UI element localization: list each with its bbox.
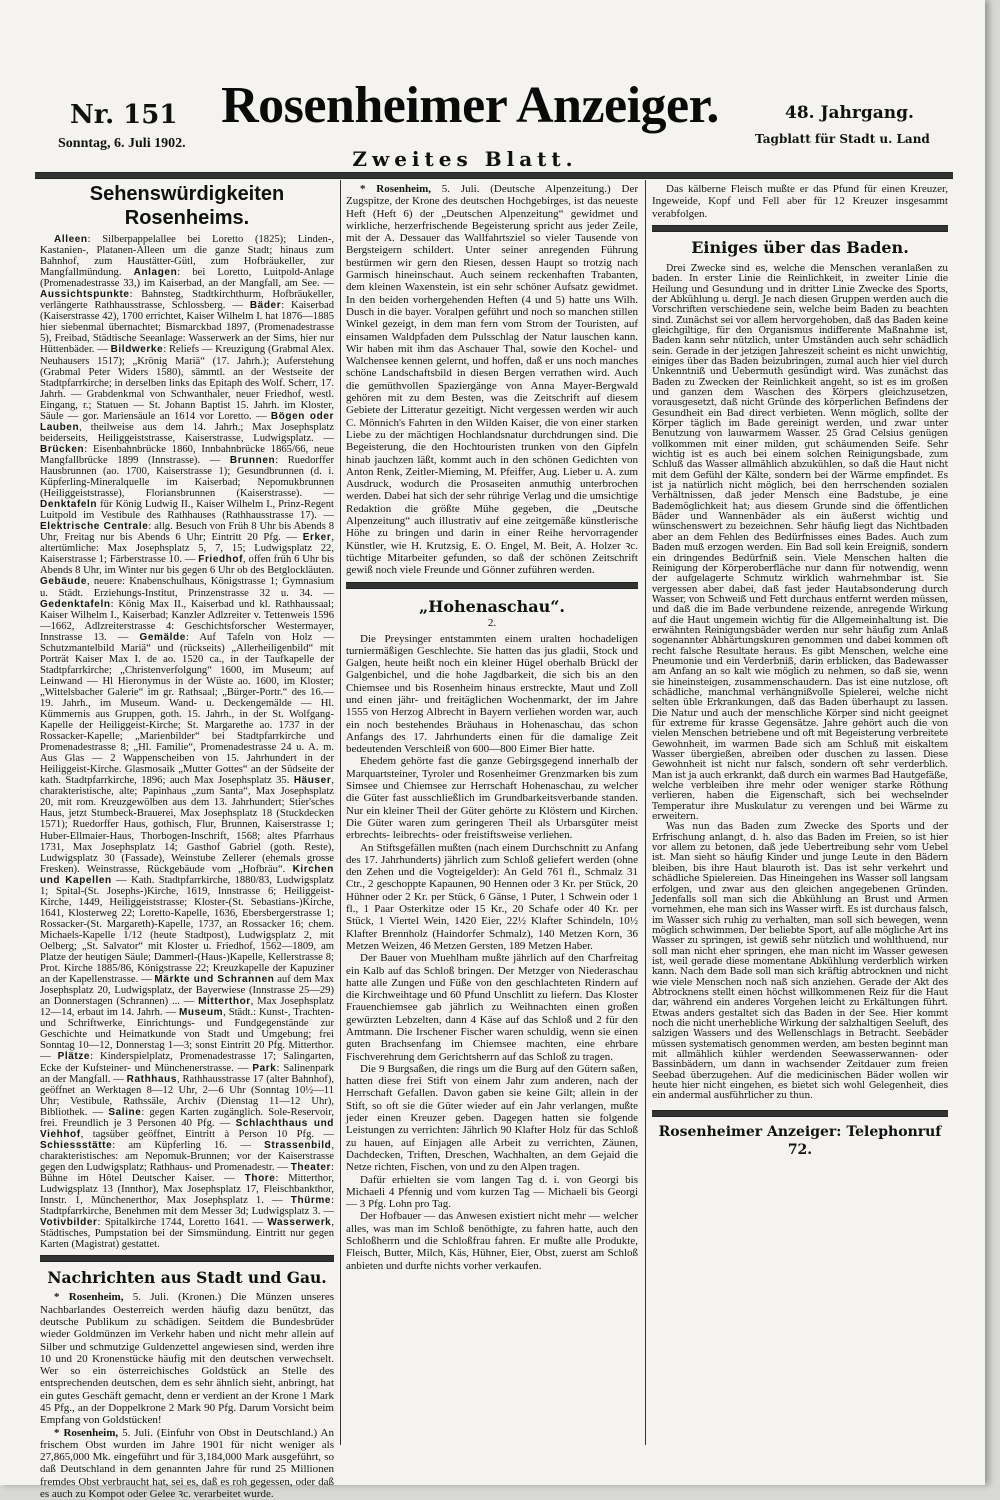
sight-description: : Stadtpfarrkirche, Benehmen mit dem Messer 3d; Ludwigsplatz 3. — xyxy=(40,1195,335,1218)
intro-text: Das kälberne Fleisch mußte er das Pfund für einen Kreuzer, Ingeweide, Kopf und Fell aber für 12 Kreuzer insgesammt verabfolgen. xyxy=(652,183,948,220)
column-1 xyxy=(40,182,334,1500)
section-rule xyxy=(652,225,948,232)
hohenaschau-body xyxy=(346,633,638,1272)
sights-text xyxy=(40,234,334,1250)
baden-article xyxy=(652,238,948,1102)
volume-label: 48. Jahrgang. xyxy=(785,103,914,123)
issue-number: Nr. 151 xyxy=(70,100,178,130)
sight-category: Mitterthor xyxy=(198,996,251,1008)
sight-category: Gemälde xyxy=(139,631,186,643)
sight-description: : König Max II., Kaiserbad und kl. Rathhaussaal; Kaiser Wilhelm I., Kaiserbad; Kanzler Adlzreiter v. Tettenweis 1596—1662, Adlzreiterstrasse 4: Geschichtsforscher Westermayer, Innstrasse 13. — xyxy=(40,598,334,643)
sight-category: Kirchen und Kapellen xyxy=(40,863,334,886)
sight-category: Bögen oder Lauben xyxy=(40,410,335,433)
tagline: Tagblatt für Stadt u. Land xyxy=(755,132,930,146)
sight-category: Erker xyxy=(302,532,332,544)
sight-description: auf dem Max Josephsplatz 20, Ludwigsplatz, der Bayerwiese (Innstrasse 25—29) an Donnerstagen (Schrannen) ... — xyxy=(40,974,334,1008)
hohenaschau-article xyxy=(346,597,638,1272)
paragraph: Der Bauer von Muehlham mußte jährlich auf den Charfreitag ein Kalb auf das Schloß bringen. Der Metzger von Niederaschau hatte alle Zungen und Füße von den geschlachteten Rindern auf die Kirchweihtage und 60 Pfund Unschlitt zu liefern. Das Kloster Frauenchiemsee gab jährlich zu Weihnachten einen großen gewürzten Lebzelten, dann 4 Käse auf das Schloß und 2 für den Amtmann. Die Irschener Fischer waren schuldig, wenn sie einen guten Brachsenfang im Chiemsee machten, eine ehrbare Fischverehrung dem Gerichtsherrn auf das Schloß zu tragen. xyxy=(346,952,638,1063)
paragraph: Was nun das Baden zum Zwecke des Sports und der Erfrischung anlangt, d. h. also das Baden im Freien, so ist hier vor allem zu betonen, daß jede Uebertreibung sehr vom Uebel ist. Man sieht so häufig Kinder und junge Leute in den Bädern bleiben, bis ihre Haut blauroth ist. Das ist sehr verkehrt und schädliche Spielereien. Das Hineingehen ins Wasser soll langsam erfolgen, und zwar aus den gleichen angegebenen Gründen. Jedenfalls soll man sich die Abkühlung an Brust und Armen vornehmen, ehe man sich ins Wasser wirft. Es ist durchaus falsch, im Wasser sich ruhig zu verhalten, man soll sich bewegen, wenn möglich schwimmen. Der beliebte Sport, auf alle mögliche Art ins Wasser zu springen, ist gewiß sehr nützlich und wohlthuend, nur soll man nicht eher springen, ehe man nicht im Wasser gewesen ist, weil gerade diese momentane Abkühlung verderblich wirken kann. Nach dem Bade soll man sich kräftig abtrocknen und nicht wie viele Menschen noch naß sich anziehen. Gerade der Akt des Abtrocknens stellt einen höchst willkommenen Reiz für die Haut dar, während ein anderes Vorgehen leicht zu Erkältungen führt. Etwas anders gestaltet sich das Baden in der See. Hier kommt noch die nicht unerhebliche Wirkung der salzhaltigen Seeluft, des salzigen Wassers und des Wellenschlags in Betracht. Seebäder müssen systematisch genommen werden, am besten beginnt man mit allmählich kühler werdenden Seewasserwannen- oder Bassinbädern, um dann in wachsender Zeitdauer zum freien Seebad überzugehen. Auf die medicinischen Bäder wollen wir heute hier nicht eingehen, es bietet sich wohl Gelegenheit, dies ein andermal ausführlicher zu thun. xyxy=(652,821,948,1102)
paragraph: Die 9 Burgsaßen, die rings um die Burg auf den Gütern saßen, hatten diese frei Stift von einem Jahr zum anderen, nach der Herrschaft Gefallen. Davon gaben sie keine Gilt; allein in der Stift, so oft sie die Güter wieder auf ein Jahr verlangen, mußte jeder einen Kreuzer geben. Dagegen hatten sie folgende Leistungen zu verrichten: Jährlich 90 Klafter Holz für das Schloß zu hauen, auf Einjagen alle Arbeit zu verrichten, Zäunen, Dachdecken, Triften, Dreschen, Wachhalten, an dem Gejaid die Netze richten, Fischen, von und zu den Alpen tragen. xyxy=(346,1062,638,1174)
sight-description: , tagsüber geöffnet, Eintritt à Person 10 Pfg. — xyxy=(80,1128,334,1140)
part-number: 2. xyxy=(487,616,497,629)
sight-category: Gebäude xyxy=(40,576,87,588)
sight-description: : bei Loretto, Luitpold-Anlage (Promenadestrasse 33,) im Kaiserbad, an der Mangfall, am See. — xyxy=(40,267,334,290)
telephone-notice: Rosenheimer Anzeiger: Telephonruf 72. xyxy=(658,1123,942,1158)
sight-category: Schiessstätte xyxy=(40,1139,113,1151)
sight-category: Park xyxy=(252,1062,277,1074)
sights-paragraph xyxy=(40,234,334,1250)
news-item xyxy=(40,1427,334,1500)
sight-category: Strassenbild xyxy=(264,1139,332,1151)
sight-category: Brunnen xyxy=(229,454,276,466)
section-rule xyxy=(652,1110,948,1117)
baden-heading: Einiges über das Baden. xyxy=(691,237,909,257)
sight-description: : Kaiserbad (Kaiserstrasse 42), 1700 errichtet, Kaiser Wilhelm I. hat 1876—1885 hier siebenmal übernachtet; Bismarckbad 1897, (Promenadestrasse 5), Freibad, Städtische Seeanlage: Wasserwerk an der Sims, hier nur Hüttenbäder. — xyxy=(40,300,334,356)
sights-heading: Sehenswürdigkeiten Rosenheims. xyxy=(89,183,285,229)
sight-category: Plätze xyxy=(57,1051,91,1063)
article-dateline: * Rosenheim, xyxy=(360,183,431,195)
alpenzeitung-article xyxy=(346,183,638,577)
section-rule xyxy=(40,1255,334,1262)
sight-category: Gedenktafeln xyxy=(40,598,111,610)
paragraph: An Stiftsgefällen mußten (nach einem Durchschnitt zu Anfang des 17. Jahrhunderts) jährlich zum Schloß geliefert werden (ohne den Zehen und die Vogteigelder): An Geld 761 fl., Schmalz 31 Ctr., 2 geschoppte Kapaunen, 90 Hennen oder 3 Kr. per Stück, 20 Hühner oder 2 Kr. per Stück, 6 Gänse, 1 Puter, 1 Schwein oder 1 fl., 1 Paar Osterkitze oder 15 Kr., 20 Schafe oder 40 Kr. per Stück, 1 Viertel Wein, 1420 Eier, 22½ Klafter Schindeln, 10½ Klafter Brennholz (Haindorfer Schmalz), 140 Metzen Korn, 36 Metzen Weizen, 46 Metzen Gersten, 189 Metzen Haber. xyxy=(346,841,638,952)
sight-description: , theilweise aus dem 14. Jahrh.; Max Josephsplatz beiderseits, Heiliggeiststrasse, Kaiserstrasse, Ludwigsplatz. — xyxy=(40,421,334,444)
sight-description: : Kinderspielplatz, Promenadestrasse 17; Salingarten, Ecke der Kufsteiner- und Münchenerstrasse. — xyxy=(40,1051,335,1074)
sight-category: Thore xyxy=(244,1172,276,1184)
sight-description: : Reliefs — Kreuzigung (Grabmal Alex. Neuhausers 1517); „Krönig Mariä“ (17. Jahrh.); Auferstehung (Grabmal Peter Widers 1580), sämmtl. an der Westseite der Stadtpfarrkirche; in derselben links das Epitaph des Wolf. Scherr, 17. Jahrh. — Grabdenkmal von Schwanthaler, neuer Friedhof, westl. Eingang, r.; Statuen — St. Johann Baptist 15. Jahrh. im Kloster, Säule — gor. Mariensäule an 1614 vor Loretto. — xyxy=(40,344,335,422)
column-3 xyxy=(652,183,948,1159)
news-dateline: * Rosenheim, xyxy=(54,1426,119,1439)
sight-description: , charakteristische, alte; Papinhaus „zum Santa“, Max Josephsplatz 20, mit rom. Kreuzgewölben aus dem 13. Jahrhundert; Stier'sches Haus, jetzt Stumbeck-Brauerei, Max Josephsplatz 18 (Stuckdecken 1571); Ruedorffer Haus, gothisch, Flur, Brunnen, Kaiserstrasse 1; Huber-Ellmaier-Haus, Thorbogen-Inschrift, 1568; altes Pfarrhaus 1731, Max Josephsplatz 14; Gasthof Gabriel (goth. Reste), Ludwigsplatz 30 (Fassade), Weinstube Zellerer (ehemals grosse Fresken). Weinstrasse, Rückgebäude vom „Hofbräu“. xyxy=(40,775,334,875)
sight-category: Saline xyxy=(108,1106,142,1118)
baden-body xyxy=(652,264,948,1102)
sight-description: : Salinenpark an der Mangfall. — xyxy=(40,1062,334,1085)
sight-description: : Ruedorffer Hausbrunnen (ao. 1700, Kaiserstrasse 1); Gesundbrunnen (d. i. Küpferling-Mineralquelle im Kaiserbad; Nepomukbrunnen (Heiliggeiststrasse), Floriansbrunnen (Kaiserstrasse). — xyxy=(40,454,335,500)
sight-description: : gegen Karten zugänglich. Sole-Reservoir, frei. Freundlich je 3 Personen 40 Pfg. — xyxy=(40,1106,334,1129)
news-items xyxy=(40,1291,334,1500)
sight-category: Aussichtspunkte xyxy=(40,289,130,301)
sight-category: Friedhof xyxy=(198,554,244,566)
sight-category: Elektrische Centrale xyxy=(40,521,149,533)
sight-description: : Silberpappelallee bei Loretto (1825); Linden-, Kastanien-, Platanen-Alleen um die ganze Stadt; hinaus zum Bahnhof, zum Haustätter-Gütl, zum Hofbräukeller, zur Mangfallmündung. xyxy=(40,234,334,279)
sight-category: Votivbilder xyxy=(40,1217,98,1229)
news-text: 5. Juli. (Kronen.) Die Münzen unseres Nachbarlandes Oesterreich werden häufig dazu benützt, das deutsche Publikum zu schädigen. Seitdem die Bundesbrüder wieder Goldmünzen im Verkehr haben und nicht mehr allein auf Silber und schmutzige Guldenzettel angewiesen sind, werden ihre 10 und 20 Kronenstücke häufig mit den deutschen verwechselt. Wer so ein österreichisches Goldstück an Stelle des entsprechenden deutschen, dem es sehr ähnlich sieht, anbringt, hat ein gutes Geschäft gemacht, denn er verdient an der Krone 1 Mark 45 Pfg., an der Doppelkrone 2 Mark 90 Pfg. Darum Vorsicht beim Empfang von Goldstücken! xyxy=(40,1291,334,1427)
news-dateline: * Rosenheim, xyxy=(54,1291,124,1304)
column-divider xyxy=(645,180,646,1445)
sight-description: , Städtisches, Pumpstation bei der Simsmündung. Eintritt nur gegen Karten (Magistrat) gestattet. xyxy=(40,1217,334,1251)
section-rule xyxy=(346,582,638,589)
news-heading: Nachrichten aus Stadt und Gau. xyxy=(47,1268,327,1288)
sight-category: Thürme xyxy=(290,1195,332,1207)
sight-description: , altertümliche: Max Josephsplatz 5, 7, 15; Ludwigsplatz 22, Kaiserstrasse 1; Färberstrasse 10. — xyxy=(40,532,334,566)
sight-description: : allg. Besuch von Früh 8 Uhr bis Abends 8 Uhr, Freitag nur bis Abends 6 Uhr; Eintritt 20 Pfg. — xyxy=(40,521,334,544)
article-body: 5. Juli. (Deutsche Alpenzeitung.) Der Zugspitze, der Krone des deutschen Hochgebirges, ist das neueste Heft (Heft 6) der „Deutschen Alpenzeitung“ gewidmet und wirkliche, herzerfrischende Begeisterung spricht aus jeder Zeile, mit der A. Dessauer das Wallfahrtsziel so vieler Tausende von Bergsteigern schildert. Unter seiner anregenden Führung bestürmen wir gern den Riesen, dessen Haupt so trotzig nach Garmisch hineinschaut. Auch seinem reckenhaften Trabanten, dem kleinen Waxenstein, ist ein sehr schöner Aufsatz gewidmet. In den beiden vorhergehenden Heften (4 und 5) hatte uns Wilh. Dusch in die bayer. Voralpen geführt und noch so manchen stillen Winkel gezeigt, in dem man fern vom Strom der Touristen, auf einsamen Waldpfaden dem Pulsschlag der Natur lauschen kann. Wir haben mit ihm das Aschauer Thal, sowie den Kochel- und Walchensee kennen gelernt, und hoffen, daß er uns noch manches schöne Landschaftsbild in diesen Bergen verrathen wird. Auch die gemüthvollen Spaziergänge von Anna Mayer-Bergwald gehören mit zu dem Besten, was die Zeitschrift auf diesem Gebiete der Litteratur gezeitigt. Nicht vergessen werden wir auch C. Mönnich's Fahrten in den Wilden Kaiser, die von einer starken Liebe zu der mächtigen Hochlandsnatur durchdrungen sind. Die Begeisterung, die den Hochtouristen trunken von den Gipfeln hinab jauchzen läßt, kommt auch in den schönen Gedichten von Anton Renk, Zeitler-Mieming, M. Pfeiffer, Aug. Lieber u. A. zum Ausdruck, wodurch die Prosaseiten anmuthig unterbrochen werden. Dabei hat sich der sehr rührige Verlag und die umsichtige Redaktion die größte Mühe gegeben, die „Deutsche Alpenzeitung“ auch illustrativ auf eine zeitgemäße künstlerische Höhe zu bringen und darin in einer Reihe hervorragender Künstler, wie H. Krutzsig, E. O. Engel, M. Beit, A. Holzer ꝛc. tüchtige Mitarbeiter gefunden, so daß der schönen Zeitschrift gewiß noch viele Freunde und Gönner zuführen werden. xyxy=(346,183,638,577)
sight-description: : Auf Tafeln von Holz — Schutzmantelbild Mariä“ und (rückseits) „Allerheiligenbild“ mit Porträt Kaiser Max I. de ao. 1520 ca., in der Taufkapelle der Stadtpfarrkirche; „Christenverfolgung“ 1600, im Museum; auf Leinwand — Hl Hieronymus in der Wüste ao. 1600, im Kloster; „Wittelsbacher Galerie“ im gr. Rathsaal; „Bürger-Portr.“ des 16.—19. Jahrh., im Museum. Wand- u. Deckengemälde — Hl. Kümmernis aus Gruppen, goth. 15. Jahrh., in der St. Wolfgang-Kapelle der Heiliggeist-Kirche; St. Margarethe ao. 1737 in der Rossacker-Kapelle; „Marienbilder“ bei Stadtpfarrkirche und Promenadestrasse 8; „Hl. Familie“, Promenadestrasse 24 u. A. m. Aus Glas — 2 Wappenscheiben von 15. Jahrhundert in der Heiliggeist-Kirche. Glasmosaik „Mutter Gottes“ an der Südseite der kath. Stadtpfarrkirche, 1896; auch Max Josephsplatz 35. xyxy=(40,631,334,787)
paragraph: Der Hofbauer — das Anwesen existiert nicht mehr — welcher alles, was man im Schloß benöthigte, zu fahren hatte, auch den Schloßherrn und die Schloßfrau fahren. Er mußte alle Produkte, Fleisch, Butter, Milch, Käs, Hühner, Eier, Obst, zuerst am Schloß anbieten und durfte nichts vorher verkaufen. xyxy=(346,1210,638,1272)
sight-category: Brücken xyxy=(40,443,85,455)
news-section xyxy=(40,1268,334,1500)
sight-category: Wasserwerk xyxy=(267,1217,332,1229)
sight-description: , offen früh 6 Uhr bis Abends 8 Uhr, im Winter nur bis gegen 6 Uhr ob des Betglockläuten. xyxy=(40,554,334,577)
sight-category: Theater xyxy=(290,1161,332,1173)
sight-description: : Spitalkirche 1744, Loretto 1641. — xyxy=(97,1217,263,1229)
sight-category: Häuser xyxy=(293,775,332,787)
sight-description: , charakteristisches: am Nepomuk-Brunnen; vor der Kaiserstrasse gegen den Ludwigsplatz; Rathhaus- und Promenadestr. — xyxy=(40,1139,334,1173)
sight-category: Rathhaus xyxy=(126,1073,178,1085)
issue-date: Sonntag, 6. Juli 1902. xyxy=(58,136,186,151)
sight-description: , neuere: Knabenschulhaus, Königstrasse 1; Gymnasium u. Städt. Erziehungs-Institut, Prinzenstrasse 32 u. 34. — xyxy=(40,576,334,599)
sight-category: Märkte und Schrannen xyxy=(154,974,275,986)
sight-category: Schlachthaus und Viehhof xyxy=(40,1117,334,1140)
news-item xyxy=(40,1291,334,1426)
sights-section xyxy=(40,182,334,1250)
sight-description: , Max Josephsplatz 12—14, erbaut im 14. Jahrh. — xyxy=(40,996,334,1019)
sight-category: Anlagen xyxy=(133,267,178,279)
sight-description: : Mitterthor, Ludwigsplatz 13 (Innthor), Max Josephsplatz 17, Fleischbankthor, Innstr. 1, Münchenerthor, Max Josephsplatz 1. — xyxy=(40,1172,334,1207)
sight-category: Alleen xyxy=(54,234,88,245)
masthead-rule xyxy=(35,172,953,179)
sight-description: : Eisenbahnbrücke 1860, Innbahnbrücke 1865/66, neue Mangfallbrücke 1899 (Innstrasse). — xyxy=(40,443,334,466)
sight-description: , Städt.: Kunst-, Trachten- und Schriftwerke, Einrichtungs- und Fundgegenstände zur Geschichte und Heimatkunde von Stadt und Umgebung; frei Sonntag 10—12, Donnerstag 1—3; sonst Eintritt 20 Pfg. Mitterthor. — xyxy=(40,1007,334,1063)
sight-description: für König Ludwig II., Kaiser Wilhelm I., Prinz-Regent Luitpold im Vestibule des Rathhauses (Rathhausstrasse 17). — xyxy=(40,499,334,522)
sight-category: Bildwerke xyxy=(110,344,164,356)
sight-category: Museum xyxy=(178,1007,224,1019)
news-text: 5. Juli. (Einfuhr von Obst in Deutschland.) An frischem Obst wurden im Jahre 1901 für nicht weniger als 27,865,000 Mk. eingeführt und für 3,184,000 Mark ausgeführt, so daß Deutschland in dem genannten Jahre für rund 25 Millionen fremdes Obst verbraucht hat, sei es, daß es roh gegessen, oder daß es auch zu Kompot oder Gelee ꝛc. verarbeitet wurde. xyxy=(40,1426,334,1500)
paragraph: Drei Zwecke sind es, welche die Menschen veranlaßen zu baden. In erster Linie die Reinlichkeit, in zweiter Linie die Heilung und Gesundung und in dritter Linie Zwecke des Sports, der Abkühlung u. dergl. Je nach diesen Gruppen werden auch die Vorschriften verschiedene sein, welche beim Baden zu beachten sind. Zunächst sei vor allem hervorgehoben, daß das Baden keine gleichgiltige, für den Organismus indifferente Maßnahme ist, Baden kann sehr nützlich, unter Umständen auch sehr schädlich sein. Gerade in der jetzigen Jahreszeit scheint es nicht unwichtig, einiges über das Baden beizubringen, zumal auch hier viel durch Unkenntniß und Uebermuth gesündigt wird. Was zunächst das Baden zu Zwecken der Reinlichkeit angeht, so ist es im großen und ganzen dem Waschen des Körpers gleichzusetzen, vorausgesetzt, daß nicht Gründe des körperlichen Befindens der Gesundheit ein Bad direct verbieten. Wenn möglich, sollte der Körper täglich im Bade gereinigt werden, und zwar unter Benutzung von lauwarmem Wasser. 25 Grad Celsius genügen vollkommen mit einer milden, gut schäumenden Seife. Sehr wichtig ist es auch bei einem solchen Reinigungsbade, zum Schluß das Wasser allmählich abzukühlen, so daß die Haut nicht mit dem Gefühl der Kälte, sondern bei der Wärme empfindet. Es ist ja natürlich nicht möglich, bei den herrschenden sozialen Verhältnissen, daß jeder Mensch eine Badstube, je eine Bademöglichkeit hat; aus diesem Grunde sind die öffentlichen Bäder und Wannenbäder als ein äußerst wichtig und wünschenswert zu bezeichnen. Sehr häufig liegt das Nichtbaden aber an dem Fehlen des Bedürfnisses eines Bades. Auch zum Baden muß erzogen werden. Ein Bad soll kein Ereigniß, sondern ein dringendes Bedürfniß sein. Viele Menschen halten die Reinigung der Körperoberfläche nur dann für notwendig, wenn der aufgelagerte Schmutz wirklich wahrnehmbar ist. Sie vergessen aber dabei, daß fast jeder Hautabsonderung durch Wasser, von Schweiß und Fett durchaus entfernt werden müssen, und daß die im Bade verbundene reizende, anregende Wirkung auf die Haut ungemein wichtig für die Allgemeinhaltung ist. Die erwähnten Reinigungsbäder werden nur sehr häufig zum Anlaß sogenannter Abhärtungskuren genommen und dabei kommen oft recht falsche Resultate heraus. Es gibt Menschen, welche eine Pneumonie und ein Verderbniß, darin erblicken, das Badewasser am Anfang an so kalt wie möglich zu nehmen, so daß sie, wenn sie hineinsteigen, zusammenschaudern. Das ist eine nutzlose, oft schädliche, manchmal verhängnißvolle Spielerei, welche nicht selten üble Erkrankungen, daß das Baden überhaupt zu lassen. Die Natur und auch der menschliche Körper sind nicht geeignet für extreme für krasse Gegensätze. Jahre gehört auch die von vielen Menschen betriebene und oft mit Begeisterung verbreitete Gewohnheit, im warmen Bade sich am Schluß mit eiskaltem Wasser übergießen, abreiben oder duschen zu lassen. Diese Gewohnheit ist nicht nur falsch, sondern oft sehr verderblich. Man ist ja auch erkrankt, daß durch ein warmes Bad Hautgefäße, welche verbleiben ihre mehr oder weniger starke Röthung verlieren, haben die Eigenschaft, sich bei wechselnder Temperatur ihre Muskulatur zu verengen und bei Wärme zu erweitern. xyxy=(652,262,948,823)
column-2 xyxy=(346,183,638,1272)
sight-description: — Kath. Stadtpfarrkirche, 1880/83, Ludwigsplatz 1; Spital-(St. Josephs-)Kirche, 1619, Innstrasse 6; Heiliggeist-Kirche, 1449, Heiliggeiststrasse; Kloster-(St. Sebastians-)Kirche, 1641, Klosterweg 22; Loretto-Kapelle, 1636, Ebersbergerstrasse 1; Rossacker-(St. Margareth)-Kapelle, 1737, an Rossacker 16; chem. Michaels-Kapelle 1/12 (heute Stadtpost), Ludwigsplatz 2, mit Oelberg; „St. Salvator“ mit Kloster u. Friedhof, 1562—1809, am Platze der heutigen Säule; Dammerl-(Haus-)Kapelle, Kellerstrasse 8; Prot. Kirche 1885/86, Königstrasse 22; Kreuzkapelle der Kapuziner an der Kapellenstrasse. — xyxy=(40,874,335,986)
sight-description: : am Küpferling 16. — xyxy=(112,1139,251,1151)
sight-description: : Bahnsteg, Stadtkirchthurm, Hofbräukeller, verlängerte Rathhausstrasse, Schlossberg. — xyxy=(40,289,334,312)
sight-category: Bäder xyxy=(249,300,282,312)
paragraph: Ehedem gehörte fast die ganze Gebirgsgegend innerhalb der Marquartsteiner, Tyroler und Rosenheimer Grenzmarken bis zum Simsee und Chiemsee zur Herrschaft Hohenaschau, zu welcher die Güter fast ausschließlich im Grundbarkeitsverbande standen. Nur ein kleiner Theil der Güter gehörte zu Klöstern und Kirchen. Die Güter waren zum geringeren Theil als Urbarsgüter meist erbrechts- leibrechts- oder freistiftsweise verliehen. xyxy=(346,755,638,842)
paragraph: Die Preysinger entstammten einem uralten hochadeligen turniermäßigen Geschlechte. Sie hatten das jus gladii, Stock und Galgen, heute heißt noch ein kleiner Hügel oberhalb Brückl der Galgenbichel, und die hohe Jagdbarkeit, die sich bis an den Chiemsee und bis Rosenheim hinaus erstreckte, Maut und Zoll und einen jähr- und freitäglichen Wochenmarkt, der im Jahre 1555 von Herzog Albrecht in Bayern verliehen worden war, auch ein noch bestehendes Bräuhaus in Hohenaschau, das schon Anfangs des 17. Jahrhunderts einen für die damalige Zeit bedeutenden Verschleiß von 600—800 Eimer Bier hatte. xyxy=(346,632,638,756)
paragraph: Dafür erhielten sie vom langen Tag d. i. von Georgi bis Michaeli 4 Pfennig und vom kurzen Tag — Michaeli bis Georgi — 3 Pfg. Lohn pro Tag. xyxy=(346,1173,638,1211)
sight-description: : Bühne im Hôtel Deutscher Kaiser. — xyxy=(40,1161,334,1184)
sight-category: Denktafeln xyxy=(40,499,98,511)
sight-description: , Rathhausstrasse 17 (alter Bahnhof), geöffnet an Werktagen 8—12 Uhr, 2—6 Uhr (Sonntag 10½—11 Uhr; Vestibule, Rathssäle, Archiv (Dienstag 11—12 Uhr), Bibliothek. — xyxy=(40,1073,334,1118)
column-divider xyxy=(340,180,341,1445)
hohenaschau-heading: „Hohenaschau“. xyxy=(419,596,565,616)
newspaper-title: Rosenheimer Anzeiger. xyxy=(221,77,719,134)
intro-paragraph xyxy=(652,183,948,220)
edition-subtitle: Zweites Blatt. xyxy=(352,147,578,171)
